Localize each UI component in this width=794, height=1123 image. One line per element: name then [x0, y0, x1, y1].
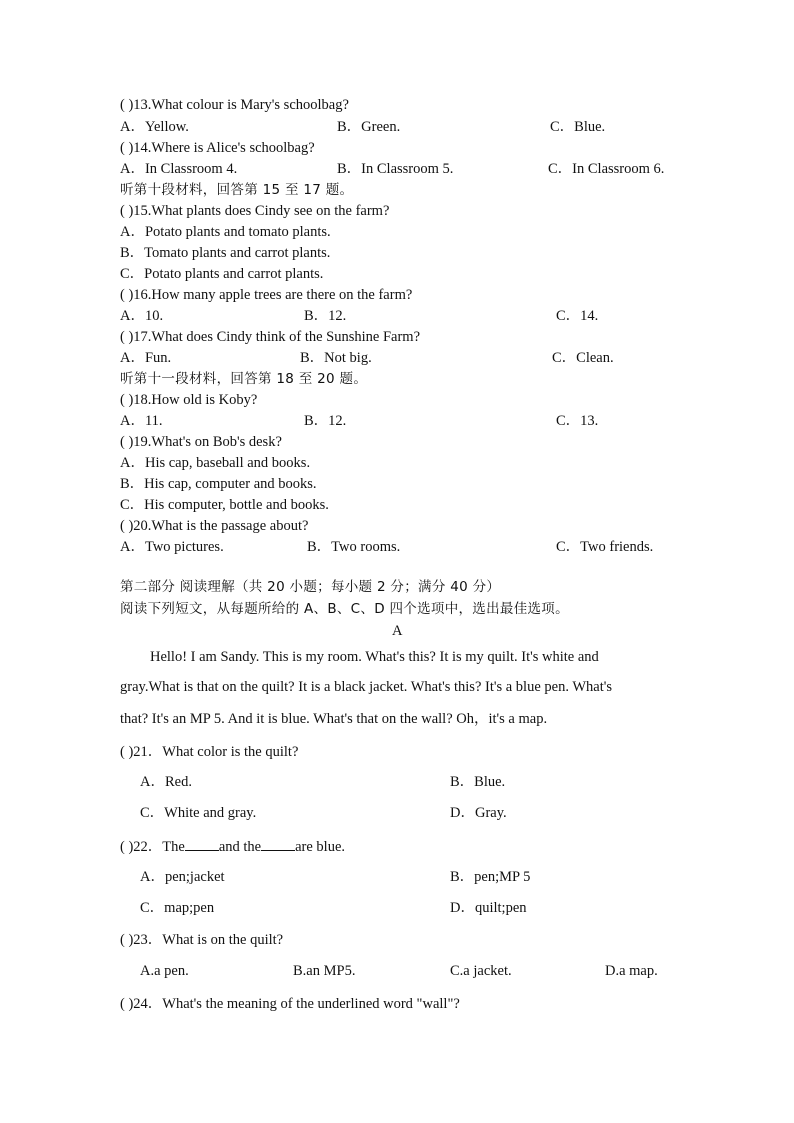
- question-23-option-a: A.a pen.: [140, 963, 189, 979]
- question-16-option-a: A．10.: [120, 308, 164, 324]
- passage-line-1: Hello! I am Sandy. This is my room. What's this? It is my quilt. It's white and: [150, 649, 599, 665]
- question-22-stem-middle: and the: [218, 839, 262, 855]
- question-13-stem: ( )13.What colour is Mary's schoolbag?: [120, 97, 349, 113]
- question-21-option-a: A．Red.: [140, 774, 192, 790]
- question-22-stem-start: ( )22．The: [120, 839, 185, 855]
- question-16-option-c: C．14.: [556, 308, 599, 324]
- question-23-option-b: B.an MP5.: [293, 963, 356, 979]
- question-17-option-b: B．Not big.: [300, 350, 372, 366]
- question-18-stem: ( )18.How old is Koby?: [120, 392, 258, 408]
- question-17-stem: ( )17.What does Cindy think of the Sunshine Farm?: [120, 329, 421, 345]
- question-14-stem: ( )14.Where is Alice's schoolbag?: [120, 140, 315, 156]
- question-19-option-b: B．His cap, computer and books.: [120, 476, 317, 492]
- question-15-option-c: C．Potato plants and carrot plants.: [120, 266, 324, 282]
- question-22-option-c: C．map;pen: [140, 900, 215, 916]
- question-20-stem: ( )20.What is the passage about?: [120, 518, 309, 534]
- question-17-option-a: A．Fun.: [120, 350, 172, 366]
- question-15-stem: ( )15.What plants does Cindy see on the farm?: [120, 203, 390, 219]
- question-22-option-a: A．pen;jacket: [140, 869, 225, 885]
- question-18-option-b: B．12.: [304, 413, 347, 429]
- part-2-instruction: 阅读下列短文，从每题所给的 A、B、C、D 四个选项中，选出最佳选项。: [120, 601, 569, 617]
- question-20-option-a: A．Two pictures.: [120, 539, 224, 555]
- question-15-option-b: B．Tomato plants and carrot plants.: [120, 245, 331, 261]
- question-22-option-b: B．pen;MP 5: [450, 869, 531, 885]
- question-19-stem: ( )19.What's on Bob's desk?: [120, 434, 282, 450]
- question-13-option-b: B．Green.: [337, 119, 401, 135]
- question-21-option-d: D．Gray.: [450, 805, 507, 821]
- question-24-stem: ( )24．What's the meaning of the underlined word "wall"?: [120, 996, 460, 1012]
- section-11-heading: 听第十一段材料，回答第 18 至 20 题。: [120, 371, 368, 387]
- question-14-option-a: A．In Classroom 4.: [120, 161, 238, 177]
- question-14-option-b: B．In Classroom 5.: [337, 161, 454, 177]
- question-22-option-d: D．quilt;pen: [450, 900, 527, 916]
- question-16-option-b: B．12.: [304, 308, 347, 324]
- passage-label: A: [392, 623, 403, 639]
- question-20-option-b: B．Two rooms.: [307, 539, 401, 555]
- question-23-option-d: D.a map.: [605, 963, 658, 979]
- question-17-option-c: C．Clean.: [552, 350, 614, 366]
- passage-line-2: gray.What is that on the quilt? It is a black jacket. What's this? It's a blue pen. What's: [120, 679, 612, 695]
- passage-line-3: that? It's an MP 5. And it is blue. What's that on the wall? Oh，it's a map.: [120, 711, 548, 727]
- question-18-option-a: A．11.: [120, 413, 163, 429]
- question-21-option-b: B．Blue.: [450, 774, 506, 790]
- question-16-stem: ( )16.How many apple trees are there on the farm?: [120, 287, 413, 303]
- question-18-option-c: C．13.: [556, 413, 599, 429]
- question-19-option-a: A．His cap, baseball and books.: [120, 455, 311, 471]
- question-23-stem: ( )23．What is on the quilt?: [120, 932, 284, 948]
- question-14-option-c: C．In Classroom 6.: [548, 161, 665, 177]
- answer-blank: [185, 837, 219, 851]
- question-21-option-c: C．White and gray.: [140, 805, 257, 821]
- question-15-option-a: A．Potato plants and tomato plants.: [120, 224, 331, 240]
- question-22-stem-end: are blue.: [295, 839, 346, 855]
- answer-blank: [261, 837, 295, 851]
- question-13-option-a: A．Yellow.: [120, 119, 189, 135]
- question-19-option-c: C．His computer, bottle and books.: [120, 497, 329, 513]
- question-22-stem: [120, 837, 345, 856]
- part-2-title: 第二部分 阅读理解（共 20 小题；每小题 2 分；满分 40 分）: [120, 579, 501, 595]
- question-21-stem: ( )21．What color is the quilt?: [120, 744, 299, 760]
- question-20-option-c: C．Two friends.: [556, 539, 654, 555]
- question-23-option-c: C.a jacket.: [450, 963, 512, 979]
- question-13-option-c: C．Blue.: [550, 119, 606, 135]
- section-10-heading: 听第十段材料，回答第 15 至 17 题。: [120, 182, 354, 198]
